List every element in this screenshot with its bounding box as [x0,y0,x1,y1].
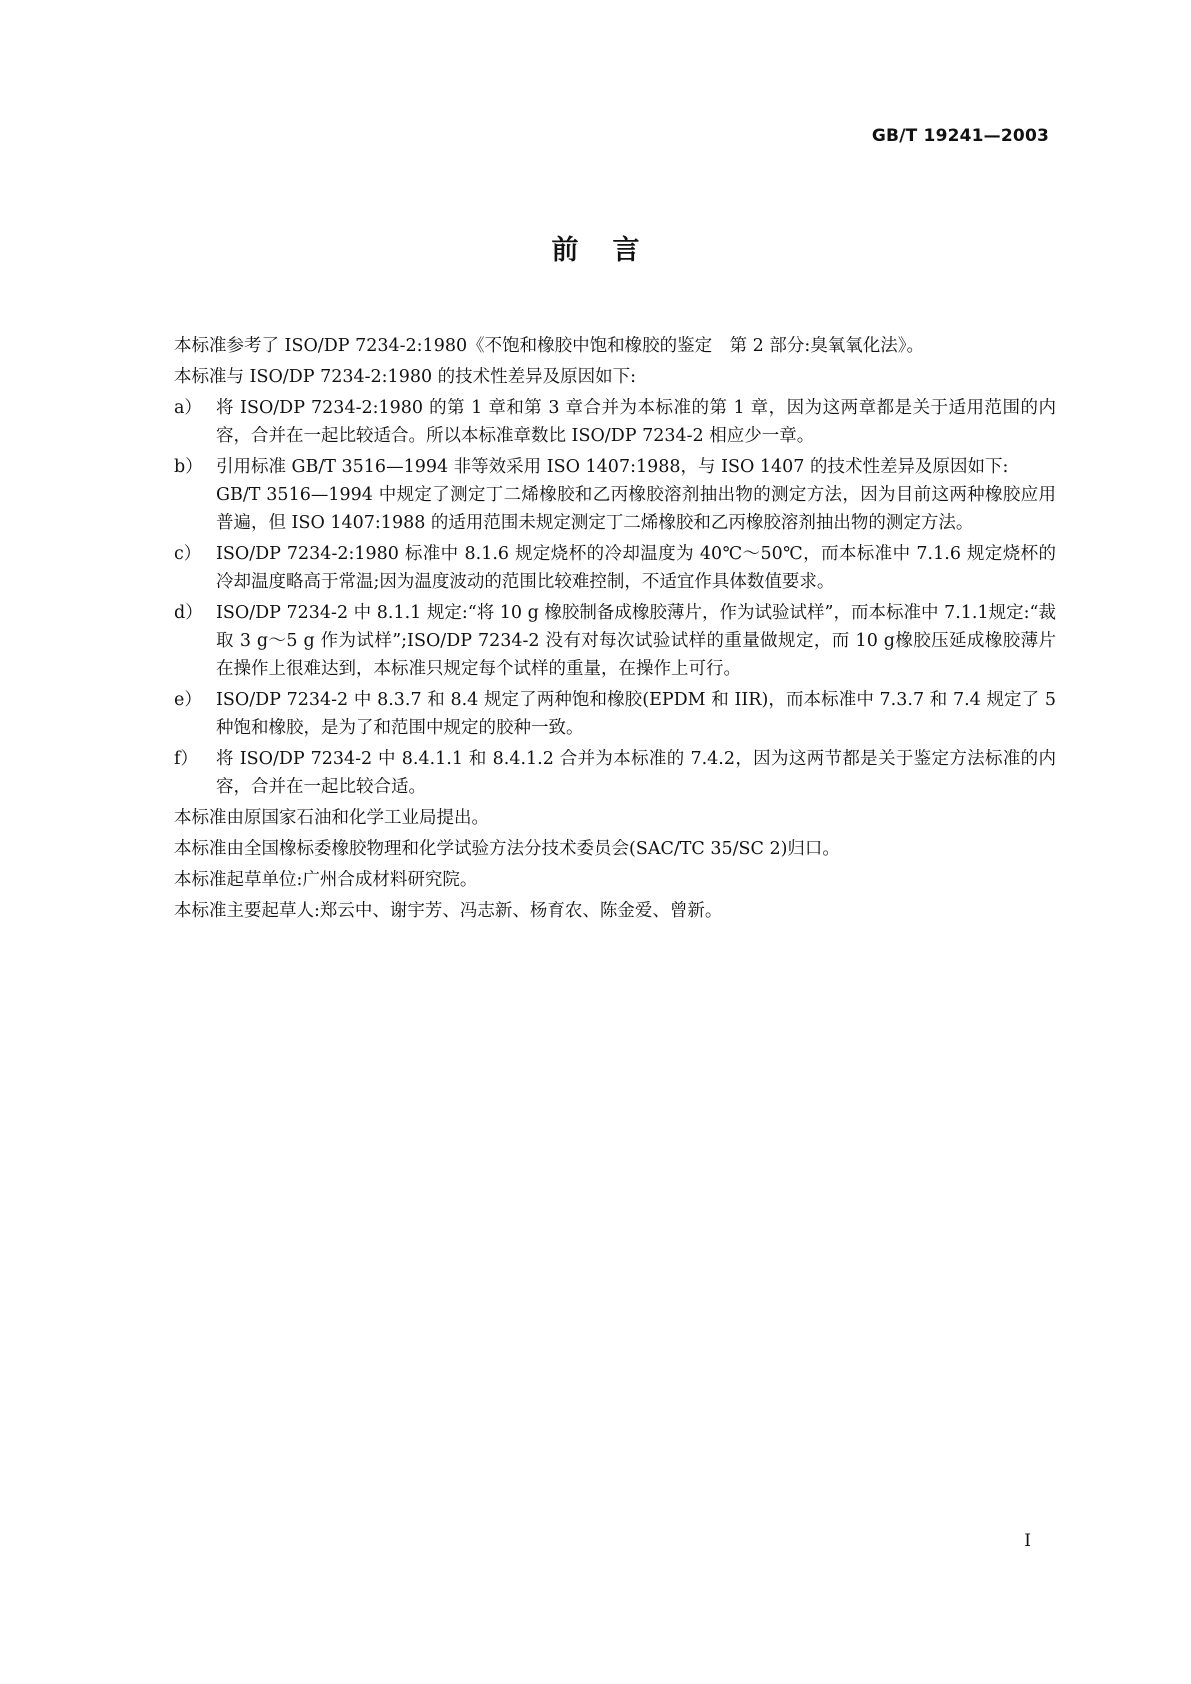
list-item-c [174,540,1056,596]
list-item-text: 将 ISO/DP 7234-2:1980 的第 1 章和第 3 章合并为本标准的第 1 章，因为这两章都是关于适用范围的内容，合并在一起比较适合。所以本标准章数比 ISO/DP 7234-2 相应少一章。 [216,398,1056,446]
list-item-text: ISO/DP 7234-2 中 8.1.1 规定:“将 10 g 橡胶制备成橡胶薄片，作为试验试样”，而本标准中 7.1.1规定:“裁取 3 g～5 g 作为试样”;ISO/DP 7234-2 没有对每次试验试样的重量做规定，而 10 g橡胶压延成橡胶薄片在操作上很难达到，本标准只规定每个试样的重量，在操作上可行。 [216,603,1056,679]
list-marker: f） [174,749,198,769]
list-item-text: 将 ISO/DP 7234-2 中 8.4.1.1 和 8.4.1.2 合并为本标准的 7.4.2，因为这两节都是关于鉴定方法标准的内容，合并在一起比较合适。 [216,749,1056,797]
list-marker: c） [174,544,202,564]
intro-paragraph: 本标准参考了 ISO/DP 7234-2:1980《不饱和橡胶中饱和橡胶的鉴定 第 2 部分:臭氧氧化法》。 [174,336,924,356]
closing-paragraph: 本标准由全国橡标委橡胶物理和化学试验方法分技术委员会(SAC/TC 35/SC 2)归口。 [174,839,840,859]
list-item-text: 引用标准 GB/T 3516—1994 非等效采用 ISO 1407:1988，与 ISO 1407 的技术性差异及原因如下: [216,457,1009,477]
list-marker: a） [174,398,202,418]
page-number: I [1024,1531,1031,1551]
closing-paragraph: 本标准主要起草人:郑云中、谢宇芳、冯志新、杨育农、陈金爱、曾新。 [174,901,723,921]
standard-number: GB/T 19241—2003 [871,126,1049,146]
foreword-body [174,332,1056,928]
list-item-d [174,599,1056,683]
list-item-a [174,394,1056,450]
list-item-text: ISO/DP 7234-2:1980 标准中 8.1.6 规定烧杯的冷却温度为 40℃～50℃，而本标准中 7.1.6 规定烧杯的冷却温度略高于常温;因为温度波动的范围比较难控制，不适宜作具体数值要求。 [216,544,1056,592]
intro-paragraph: 本标准与 ISO/DP 7234-2:1980 的技术性差异及原因如下: [174,367,637,387]
closing-paragraph: 本标准起草单位:广州合成材料研究院。 [174,870,478,890]
list-item-text: ISO/DP 7234-2 中 8.3.7 和 8.4 规定了两种饱和橡胶(EPDM 和 IIR)，而本标准中 7.3.7 和 7.4 规定了 5 种饱和橡胶，是为了和范围中规定的胶种一致。 [216,690,1056,738]
list-item-text: GB/T 3516—1994 中规定了测定丁二烯橡胶和乙丙橡胶溶剂抽出物的测定方法，因为目前这两种橡胶应用普遍，但 ISO 1407:1988 的适用范围未规定测定丁二烯橡胶和乙丙橡胶溶剂抽出物的测定方法。 [216,485,1056,533]
list-item-e [174,686,1056,742]
list-marker: e） [174,690,202,710]
closing-paragraph: 本标准由原国家石油和化学工业局提出。 [174,808,489,828]
page-title: 前言 [551,235,674,266]
list-item-b [174,453,1056,537]
list-marker: d） [174,603,203,623]
list-marker: b） [174,457,203,477]
list-item-f [174,745,1056,801]
